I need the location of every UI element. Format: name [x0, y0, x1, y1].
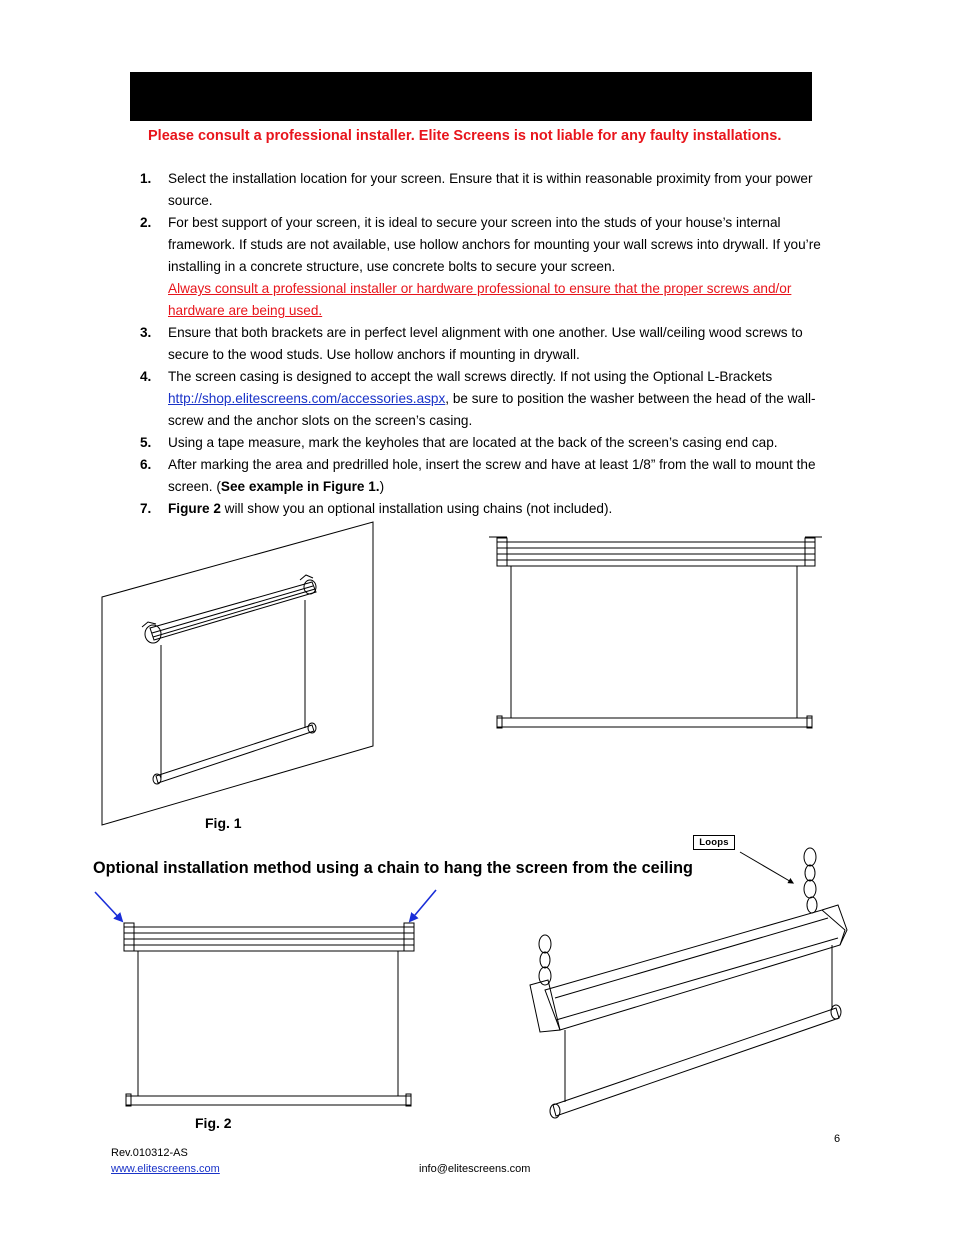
professional-installer-note[interactable]: Always consult a professional installer or hardware professional to ensure that the proper screws and/or hardware are being used. [168, 281, 792, 318]
chain-casing-end-cap [530, 980, 560, 1032]
footer-email: info@elitescreens.com [419, 1163, 531, 1175]
screen-bottom-bar [156, 725, 314, 783]
arrow-right-bracket [410, 890, 436, 921]
step-number: 4. [140, 369, 152, 384]
chain-link [805, 865, 815, 881]
fig2-bottom-bar [126, 1096, 411, 1105]
front-screen-fabric [511, 566, 797, 718]
casing-end-cap-left [145, 625, 161, 643]
step-text: Ensure that both brackets are in perfect level alignment with one another. Use wall/ceiling wood screws to secure to the wood studs. Use hollow anchors if mounting in drywall. [168, 325, 803, 362]
step-text: Using a tape measure, mark the keyholes that are located at the back of the screen’s casing end cap. [168, 435, 778, 450]
chain-link [540, 952, 550, 968]
chain-hang-perspective-drawing [530, 848, 847, 1118]
chain-casing [545, 910, 845, 1030]
step-number: 6. [140, 457, 152, 472]
page-number: 6 [834, 1133, 841, 1145]
wall-panel [102, 522, 373, 825]
fig2-label: Fig. 2 [195, 1115, 232, 1131]
step-number: 5. [140, 435, 152, 450]
chain-method-heading: Optional installation method using a chain to hang the screen from the ceiling [93, 859, 693, 877]
footer-website-link[interactable]: www.elitescreens.com [111, 1163, 220, 1175]
step-text: , be sure to position the washer between the head of the wall-screw and the anchor slots on the screen’s casing. [168, 391, 816, 428]
fig2-chain-front-drawing [124, 923, 414, 1106]
step-number: 2. [140, 215, 152, 230]
front-view-screen-drawing [489, 537, 822, 728]
front-bottom-bar [497, 718, 812, 727]
step-text: For best support of your screen, it is ideal to secure your screen into the studs of your house’s internal framework. If studs are not available, use hollow anchors for mounting your wall screws into drywall. If you’re installing in a concrete structure, use concrete bolts to secure your screen. [168, 215, 821, 274]
step-number: 1. [140, 171, 152, 186]
arrow-left-bracket [95, 892, 122, 921]
chain-link [804, 880, 816, 898]
step-text: The screen casing is designed to accept the wall screws directly. If not using the Optional L-Brackets [168, 369, 773, 384]
warning-notice: Please consult a professional installer. Elite Screens is not liable for any faulty installations. [148, 128, 782, 144]
step-number: 3. [140, 325, 152, 340]
step-text: will show you an optional installation using chains (not included). [220, 501, 613, 516]
loops-arrow [740, 852, 793, 883]
chain-link [804, 848, 816, 866]
step-number: 7. [140, 501, 152, 516]
figure-2-reference: Figure 2 [168, 501, 221, 516]
screen-casing [150, 582, 316, 640]
step-text: ) [379, 479, 385, 494]
footer-revision: Rev.010312-AS [111, 1147, 188, 1159]
chain-bottom-bar [553, 1008, 839, 1116]
fig2-screen-fabric [138, 951, 398, 1096]
figure-1-reference: See example in Figure 1. [220, 479, 380, 494]
fig1-wall-mount-drawing [102, 522, 373, 825]
fig1-label: Fig. 1 [205, 815, 242, 831]
accessories-link[interactable]: http://shop.elitescreens.com/accessories.aspx [168, 391, 446, 406]
step-text: Select the installation location for your screen. Ensure that it is within reasonable proximity from your power source. [168, 171, 813, 208]
step-text: After marking the area and predrilled hole, insert the screw and have at least 1/8” from the wall to mount the screen. ( [168, 457, 816, 494]
loops-label: Loops [693, 835, 735, 850]
chain-link [539, 935, 551, 953]
chain-link [807, 897, 817, 913]
